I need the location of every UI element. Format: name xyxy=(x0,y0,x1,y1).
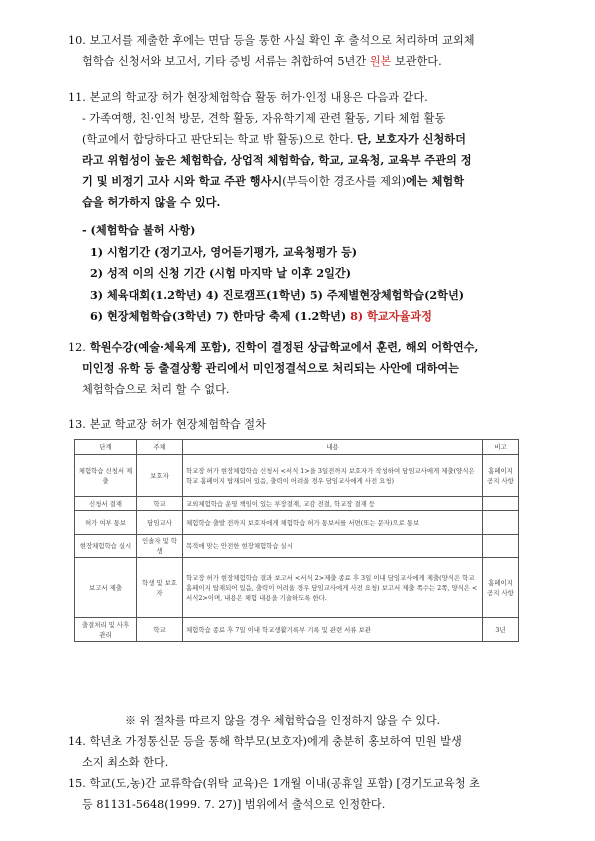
banned-header: - (체험학습 불허 사항) xyxy=(82,223,196,237)
column-header: 주체 xyxy=(137,440,183,455)
column-header: 단계 xyxy=(75,440,137,455)
banned-items-list xyxy=(72,220,532,328)
table-row: 체험학습 신청서 제출 보호자 학교장 허가 현장체험학습 신청서 <서식 1>을 3일전까지 보호자가 작성하여 담임교사에게 제출(양식은 학교 홈페이지 탑재되어 있음, 출력이 어려울 경우 담임교사에게 사전 요청) 홈페이지 공지 사항 xyxy=(75,455,519,497)
table-header-row xyxy=(75,440,519,455)
banned-item: 1) 시험기간 (정기고사, 영어듣기평가, 교육청평가 등) xyxy=(90,244,358,259)
table-row: 보고서 제출 학생 및 보호자 학교장 허가 현장체험학습 결과 보고서 <서식 2>제출 종료 후 3일 이내 담임교사에게 제출(양식은 학교 홈페이지 탑재되어 있음, 출력이 어려울 경우 담임교사에게 사전 요청) 보고서 제출 쪽수는 2쪽, 양식은 <서식2>이며, 내용은 체험 내용을 기술하도록 한다. 홈페이지 공지 사항 xyxy=(75,558,519,618)
paragraph-11: 11. 본교의 학교장 허가 현장체험학습 활동 허가·인정 내용은 다음과 같다. - 가족여행, 친·인척 방문, 견학 활동, 자유학기제 관련 활동, 기타 체험 활동 (학교에서 합당하다고 판단되는 학교 밖 활동)으로 한다. 단, 보호자가 신청하더 라고 위험성이 높은 체험학습, 상업적 체험학습, 학교, 교육청, 교육부 주관의 정 기 및 비정기 고사 시와 학교 주관 행사시(부득이한 경조사를 제외)에는 체험학 습을 허가하지 않을 수 있다. xyxy=(68,91,472,209)
paragraph-15: 15. 학교(도,농)간 교류학습(위탁 교육)은 1개월 이내(공휴일 포함) [경기도교육청 초 등 81131-5648(1999. 7. 27)] 범위에서 출석으로 인정한다. xyxy=(68,777,480,811)
paragraph-13: 13. 본교 학교장 허가 현장체험학습 절차 xyxy=(68,418,266,431)
banned-item: 2) 성적 이의 신청 기간 (시험 마지막 날 이후 2일간) xyxy=(90,266,352,280)
warning-note: ※ 위 절차를 따르지 않을 경우 체험학습을 인정하지 않을 수 있다. xyxy=(125,714,441,727)
table-row: 현장체험학습 실시 인솔자 및 학생 목적에 맞는 안전한 현장체험학습 실시 xyxy=(75,535,519,558)
paragraph-12: 12. 학원수강(예술·체육계 포함), 진학이 결정된 상급학교에서 훈련, 해외 어학연수, 미인정 유학 등 출결상황 관리에서 미인정결석으로 처리되는 사안에 대하여는 체험학습으로 처리 할 수 없다. xyxy=(68,340,479,396)
banned-item: 6) 현장체험학습(3학년) 7) 한마당 축제 (1.2학년) 8) 학교자율과정 xyxy=(90,309,432,323)
original-highlight: 원본 xyxy=(369,55,392,68)
procedure-table xyxy=(74,439,519,642)
table-row: 출결처리 및 사후 관리 학교 체험학습 종료 후 7일 이내 학교생활기록부 기록 및 관련 서류 보관 3년 xyxy=(75,618,519,642)
banned-item: 3) 체육대회(1.2학년) 4) 진로캠프(1학년) 5) 주제별현장체험학습(2학년) xyxy=(90,287,465,302)
table-row: 허가 여부 통보 담임교사 체험학습 출발 전까지 보호자에게 체험학습 허가 통보서를 서면(또는 문자)으로 통보 xyxy=(75,511,519,535)
paragraph-14: 14. 학년초 가정통신문 등을 통해 학부모(보호자)에게 충분히 홍보하여 민원 발생 소지 최소화 한다. xyxy=(68,735,462,769)
column-header: 비고 xyxy=(483,440,519,455)
table-row: 신청서 결재 학교 교외체험학습 운영 책임이 있는 부장결재, 교감 전결, 학교장 결재 등 xyxy=(75,497,519,511)
column-header: 내용 xyxy=(183,440,483,455)
procedure-title: 본교 학교장 허가 현장체험학습 절차 xyxy=(89,418,266,431)
paragraph-10: 10. 보고서를 제출한 후에는 면담 등을 통한 사실 확인 후 출석으로 처리하며 교외체 험학습 신청서와 보고서, 기타 증빙 서류는 취합하여 5년간 원본 보관한다. xyxy=(68,34,475,68)
